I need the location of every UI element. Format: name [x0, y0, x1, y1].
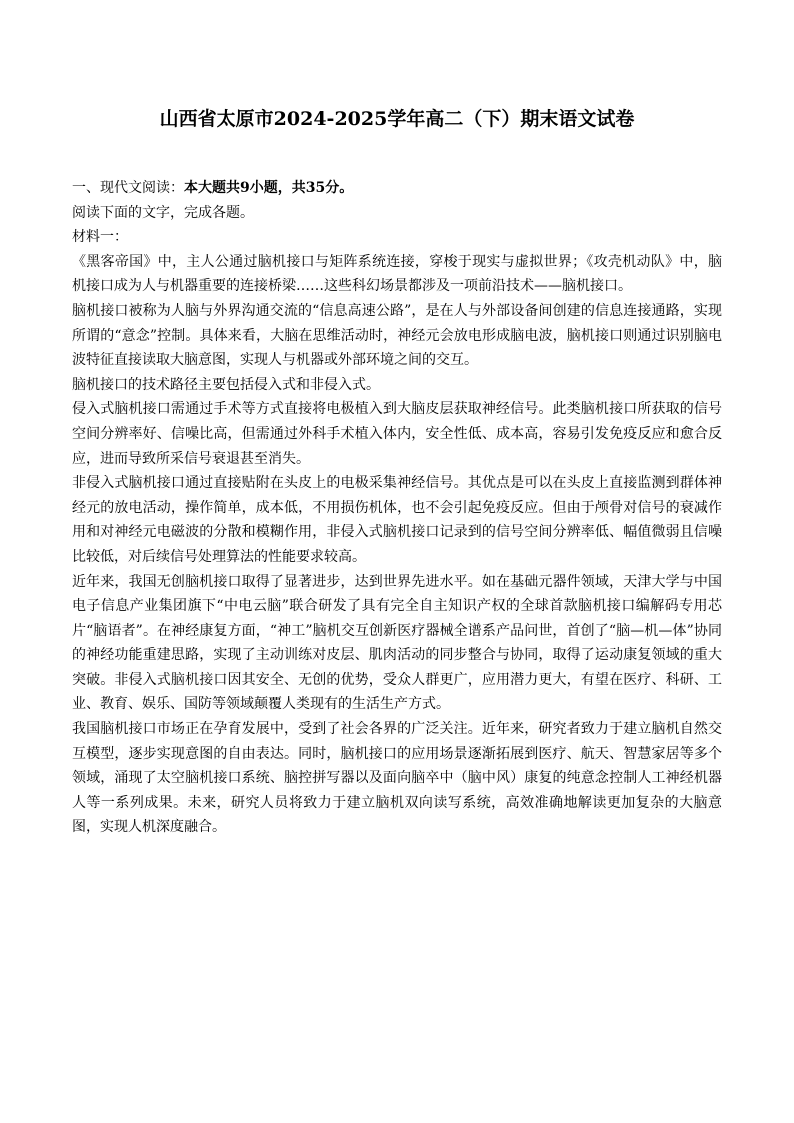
section-heading-prefix: 一、现代文阅读： — [72, 180, 184, 196]
section-heading — [72, 176, 722, 201]
reading-instruction: 阅读下面的文字，完成各题。 — [72, 204, 254, 221]
paragraph: 《黑客帝国》中，主人公通过脑机接口与矩阵系统连接，穿梭于现实与虚拟世界；《攻壳机动队》中，脑机接口成为人与机器重要的连接桥梁……这些科幻场景都涉及一项前沿技术——脑机接口。 — [72, 253, 722, 295]
paragraph: 脑机接口的技术路径主要包括侵入式和非侵入式。 — [72, 376, 380, 393]
reading-section — [72, 176, 722, 840]
paragraph: 近年来，我国无创脑机接口取得了显著进步，达到世界先进水平。如在基础元器件领域，天津大学与中国电子信息产业集团旗下“中电云脑”联合研发了具有完全自主知识产权的全球首款脑机接口编解码专用芯片“脑语者”。在神经康复方面，“神工”脑机交互创新医疗器械全谱系产品问世，首创了“脑—机—体”协同的神经功能重建思路，实现了主动训练对皮层、肌肉活动的同步整合与协同，取得了运动康复领域的重大突破。非侵入式脑机接口因其安全、无创的优势，受众人群更广，应用潜力更大，有望在医疗、科研、工业、教育、娱乐、国防等领域颠覆人类现有的生活生产方式。 — [72, 573, 722, 713]
paragraph: 非侵入式脑机接口通过直接贴附在头皮上的电极采集神经信号。其优点是可以在头皮上直接监测到群体神经元的放电活动，操作简单，成本低，不用损伤机体，也不会引起免疫反应。但由于颅骨对信号的衰减作用和对神经元电磁波的分散和模糊作用，非侵入式脑机接口记录到的信号空间分辨率低、幅值微弱且信噪比较低，对后续信号处理算法的性能要求较高。 — [72, 475, 722, 565]
section-heading-detail: 本大题共9小题，共35分。 — [184, 180, 354, 196]
paragraph: 我国脑机接口市场正在孕育发展中，受到了社会各界的广泛关注。近年来，研究者致力于建立脑机自然交互模型，逐步实现意图的自由表达。同时，脑机接口的应用场景逐渐拓展到医疗、航天、智慧家居等多个领域，涌现了太空脑机接口系统、脑控拼写器以及面向脑卒中（脑中风）康复的纯意念控制人工神经机器人等一系列成果。未来，研究人员将致力于建立脑机双向读写系统，高效准确地解读更加复杂的大脑意图，实现人机深度融合。 — [72, 721, 722, 836]
material-label: 材料一： — [72, 229, 128, 246]
page-title: 山西省太原市2024-2025学年高二（下）期末语文试卷 — [159, 108, 635, 130]
paragraph: 脑机接口被称为人脑与外界沟通交流的“信息高速公路”，是在人与外部设备间创建的信息连接通路，实现所谓的“意念”控制。具体来看，大脑在思维活动时，神经元会放电形成脑电波，脑机接口则通过识别脑电波特征直接读取大脑意图，实现人与机器或外部环境之间的交互。 — [72, 302, 722, 369]
paragraph: 侵入式脑机接口需通过手术等方式直接将电极植入到大脑皮层获取神经信号。此类脑机接口所获取的信号空间分辨率好、信噪比高，但需通过外科手术植入体内，安全性低、成本高，容易引发免疫反应和愈合反应，进而导致所采信号衰退甚至消失。 — [72, 401, 722, 467]
